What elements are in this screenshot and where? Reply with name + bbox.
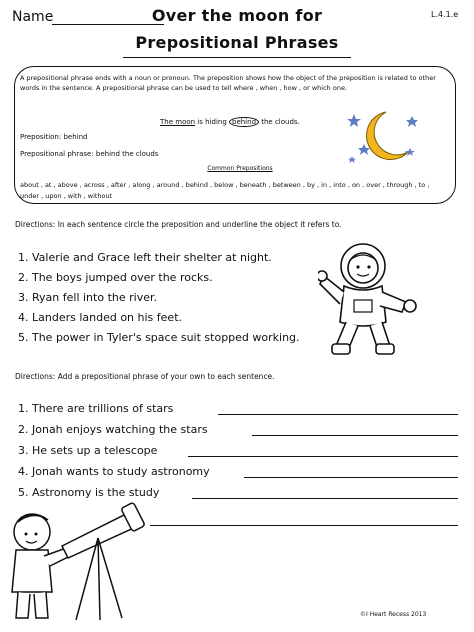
part1-sentence-3: 3. Ryan fell into the river. [18, 291, 157, 304]
answer-blank-2[interactable] [252, 435, 458, 436]
answer-blank-5[interactable] [192, 498, 458, 499]
standard-code: L.4.1.e [431, 10, 459, 19]
phrase-line: Prepositional phrase: behind the clouds [20, 150, 159, 158]
part2-sentence-2: 2. Jonah enjoys watching the stars [18, 423, 208, 436]
part2-directions: Directions: Add a prepositional phrase of your own to each sentence. [15, 372, 275, 381]
part1-sentence-5: 5. The power in Tyler's space suit stopped working. [18, 331, 300, 344]
example-sentence [160, 118, 300, 126]
part2-sentence-5: 5. Astronomy is the study [18, 486, 160, 499]
preposition-line: Preposition: behind [20, 133, 88, 141]
page-title-line1: Over the moon for [151, 6, 323, 25]
astronaut-icon [318, 240, 422, 360]
example-subject: The moon [160, 118, 196, 126]
answer-blank-4[interactable] [244, 477, 458, 478]
part1-sentence-1: 1. Valerie and Grace left their shelter at night. [18, 251, 272, 264]
answer-blank-3[interactable] [188, 456, 458, 457]
example-end: the clouds. [259, 118, 300, 126]
part2-sentence-4: 4. Jonah wants to study astronomy [18, 465, 210, 478]
example-preposition: behind [229, 117, 259, 127]
title-underline [123, 57, 351, 58]
part2-sentence-1: 1. There are trillions of stars [18, 402, 174, 415]
part1-directions: Directions: In each sentence circle the preposition and underline the object it refers to. [15, 220, 342, 229]
answer-blank-5-continued[interactable] [150, 525, 458, 526]
common-prepositions-title: Common Prepositions [207, 165, 273, 172]
page-title-line2: Prepositional Phrases [135, 33, 339, 52]
part1-sentence-2: 2. The boys jumped over the rocks. [18, 271, 213, 284]
part2-sentence-3: 3. He sets up a telescope [18, 444, 158, 457]
copyright-credit: ©I Heart Recess 2013 [360, 611, 427, 618]
child-telescope-icon [4, 496, 152, 624]
common-prepositions-list: about , at , above , across , after , along , around , behind , below , beneath , between , by , in , into , on , over , through , to , under , upon , with , without [20, 181, 430, 200]
name-label: Name [12, 9, 54, 25]
example-mid: is hiding [195, 118, 229, 126]
moon-stars-icon [346, 108, 426, 168]
info-intro: A prepositional phrase ends with a noun or pronoun. The preposition shows how the object of the preposition is related to other words in the sentence. A prepositional phrase can be used to tell where , when , how , or which one. [20, 74, 436, 92]
part1-sentence-4: 4. Landers landed on his feet. [18, 311, 183, 324]
answer-blank-1[interactable] [218, 414, 458, 415]
